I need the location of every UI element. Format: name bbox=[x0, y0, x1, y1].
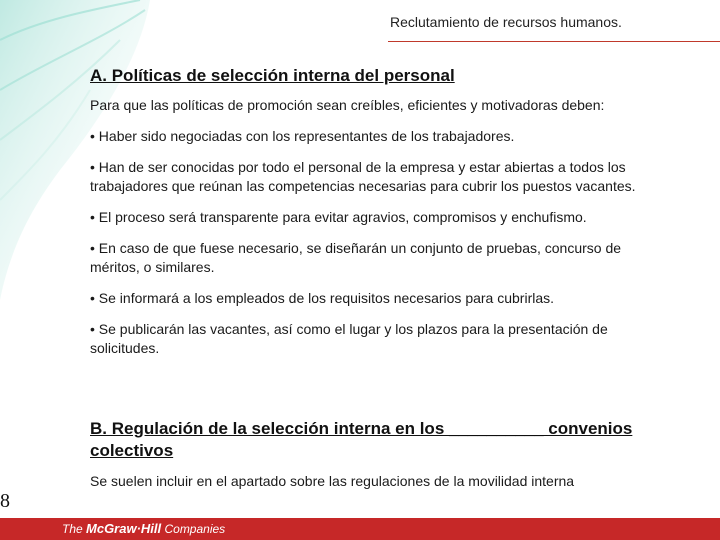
section-b-text: Se suelen incluir en el apartado sobre las regulaciones de la movilidad interna bbox=[90, 473, 575, 489]
section-a-heading: A. Políticas de selección interna del personal bbox=[90, 66, 455, 85]
bullet-item: • Haber sido negociadas con los representantes de los trabajadores. bbox=[90, 128, 515, 144]
page-number: 8 bbox=[0, 490, 10, 512]
bullet-item: • El proceso será transparente para evitar agravios, compromisos y enchufismo. bbox=[90, 209, 587, 225]
publisher-logo bbox=[62, 521, 225, 536]
footer-bar bbox=[0, 518, 720, 540]
bullet-item: • Han de ser conocidas por todo el personal de la empresa y estar abiertas a todos los trabajadores que reúnan las competencias necesarias para cubrir los puestos vacantes. bbox=[90, 159, 636, 194]
logo-prefix: The bbox=[62, 522, 87, 536]
section-a bbox=[90, 66, 670, 358]
bullet-item: • Se publicarán las vacantes, así como el lugar y los plazos para la presentación de solicitudes. bbox=[90, 321, 608, 356]
logo-brand: McGraw·Hill bbox=[86, 521, 162, 536]
bullet-item: • Se informará a los empleados de los requisitos necesarios para cubrirlas. bbox=[90, 290, 555, 306]
presentation-title: Reclutamiento de recursos humanos. bbox=[390, 14, 622, 30]
header-divider bbox=[388, 41, 720, 42]
section-b-heading: B. Regulación de la selección interna en los __________ convenios colectivos bbox=[90, 419, 633, 460]
logo-suffix: Companies bbox=[161, 522, 226, 536]
bullet-item: • En caso de que fuese necesario, se diseñarán un conjunto de pruebas, concurso de méritos, o similares. bbox=[90, 240, 622, 275]
section-a-intro: Para que las políticas de promoción sean creíbles, eficientes y motivadoras deben: bbox=[90, 97, 605, 113]
